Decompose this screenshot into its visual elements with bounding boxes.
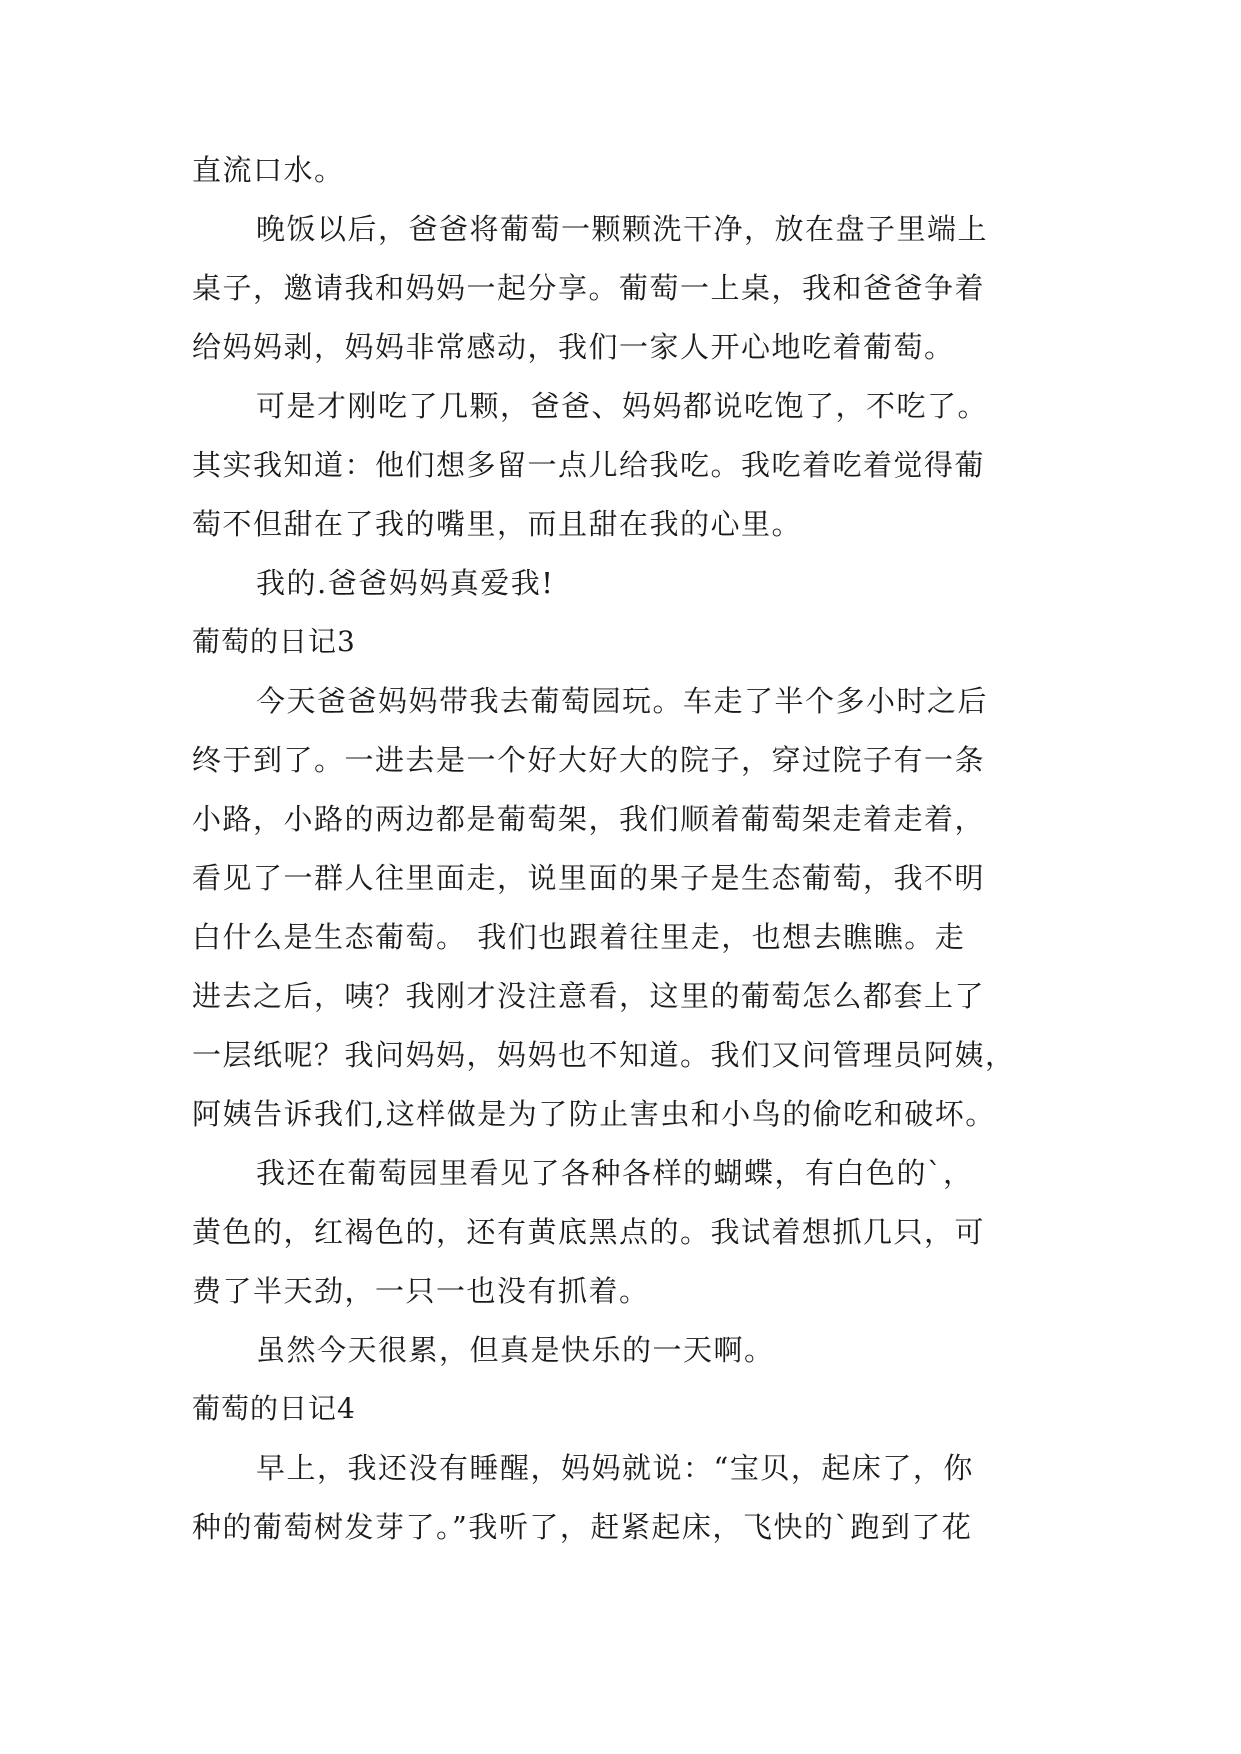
text-line: 小路，小路的两边都是葡萄架，我们顺着葡萄架走着走着， [192, 802, 986, 836]
text-line: 直流口水。 [192, 153, 345, 187]
text-line: 白什么是生态葡萄。 我们也跟着往里走，也想去瞧瞧。走 [192, 920, 966, 954]
text-line: 桌子，邀请我和妈妈一起分享。葡萄一上桌，我和爸爸争着 [192, 271, 986, 305]
paragraph-first-line: 今天爸爸妈妈带我去葡萄园玩。车走了半个多小时之后 [256, 684, 989, 718]
paragraph-first-line: 晚饭以后，爸爸将葡萄一颗颗洗干净，放在盘子里端上 [256, 212, 989, 246]
section-heading: 葡萄的日记4 [192, 1392, 356, 1425]
paragraph-first-line: 虽然今天很累，但真是快乐的一天啊。 [256, 1333, 775, 1367]
text-line: 给妈妈剥，妈妈非常感动，我们一家人开心地吃着葡萄。 [192, 330, 955, 364]
text-line: 一层纸呢？我问妈妈，妈妈也不知道。我们又问管理员阿姨， [192, 1038, 1016, 1072]
paragraph-first-line: 早上，我还没有睡醒，妈妈就说：“宝贝，起床了，你 [256, 1451, 974, 1485]
text-line: 其实我知道：他们想多留一点儿给我吃。我吃着吃着觉得葡 [192, 448, 986, 482]
text-line: 进去之后，咦？我刚才没注意看，这里的葡萄怎么都套上了 [192, 979, 986, 1013]
paragraph-first-line: 我的.爸爸妈妈真爱我! [256, 566, 555, 600]
text-line: 萄不但甜在了我的嘴里，而且甜在我的心里。 [192, 507, 803, 541]
text-line: 阿姨告诉我们,这样做是为了防止害虫和小鸟的偷吃和破坏。 [192, 1097, 996, 1131]
text-line: 种的葡萄树发芽了。”我听了，赶紧起床，飞快的`跑到了花 [192, 1510, 973, 1544]
text-line: 终于到了。一进去是一个好大好大的院子，穿过院子有一条 [192, 743, 986, 777]
section-heading: 葡萄的日记3 [192, 625, 356, 658]
text-line: 费了半天劲，一只一也没有抓着。 [192, 1274, 650, 1308]
text-line: 黄色的，红褐色的，还有黄底黑点的。我试着想抓几只，可 [192, 1215, 986, 1249]
paragraph-first-line: 我还在葡萄园里看见了各种各样的蝴蝶，有白色的`， [256, 1156, 974, 1190]
paragraph-first-line: 可是才刚吃了几颗，爸爸、妈妈都说吃饱了，不吃了。 [256, 389, 989, 423]
text-line: 看见了一群人往里面走，说里面的果子是生态葡萄，我不明 [192, 861, 986, 895]
